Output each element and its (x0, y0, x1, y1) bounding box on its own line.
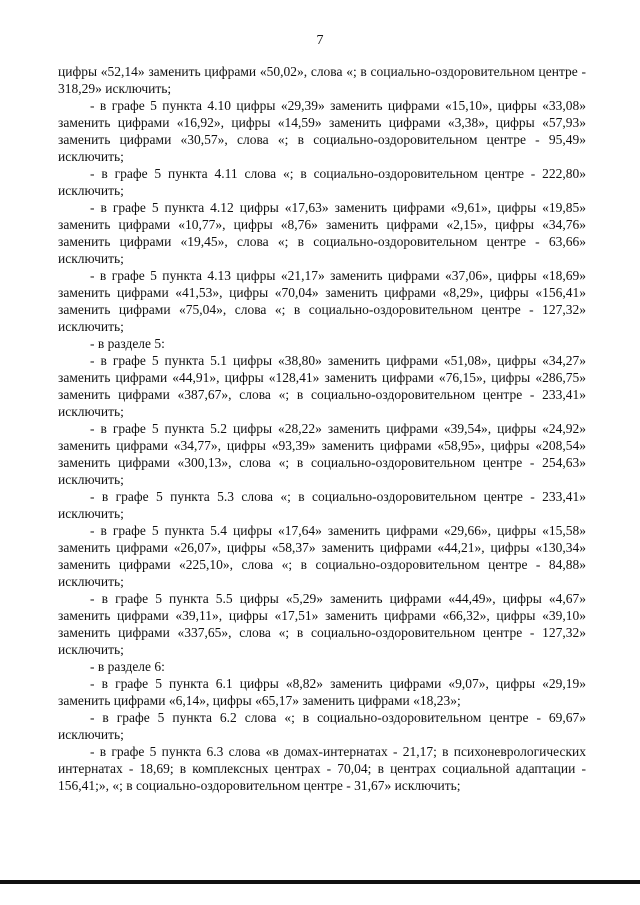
paragraph-item-5-5: - в графе 5 пункта 5.5 цифры «5,29» заменить цифрами «44,49», цифры «4,67» заменить цифрами «39,11», цифры «17,51» заменить цифрами «66,32», цифры «39,10» заменить цифрами «337,65», слова «; в социально-оздоровительном центре - 127,32» исключить; (58, 591, 586, 657)
paragraph-item-6-2: - в графе 5 пункта 6.2 слова «; в социально-оздоровительном центре - 69,67» исключить; (58, 710, 586, 742)
paragraph-item-6-1: - в графе 5 пункта 6.1 цифры «8,82» заменить цифрами «9,07», цифры «29,19» заменить цифрами «6,14», цифры «65,17» заменить цифрами «18,23»; (58, 676, 586, 708)
paragraph-item-5-3: - в графе 5 пункта 5.3 слова «; в социально-оздоровительном центре - 233,41» исключить; (58, 489, 586, 521)
paragraph-item-5-2: - в графе 5 пункта 5.2 цифры «28,22» заменить цифрами «39,54», цифры «24,92» заменить цифрами «34,77», цифры «93,39» заменить цифрами «58,95», цифры «208,54» заменить цифрами «300,13», слова «; в социально-оздоровительном центре - 254,63» исключить; (58, 421, 586, 487)
paragraph-continuation: цифры «52,14» заменить цифрами «50,02», слова «; в социально-оздоровительном центре - 318,29» исключить; (58, 64, 586, 96)
document-body (58, 63, 586, 794)
bottom-border-line (0, 880, 640, 884)
paragraph-item-5-4: - в графе 5 пункта 5.4 цифры «17,64» заменить цифрами «29,66», цифры «15,58» заменить цифрами «26,07», цифры «58,37» заменить цифрами «44,21», цифры «130,34» заменить цифрами «225,10», слова «; в социально-оздоровительном центре - 84,88» исключить; (58, 523, 586, 589)
paragraph-item-4-12: - в графе 5 пункта 4.12 цифры «17,63» заменить цифрами «9,61», цифры «19,85» заменить цифрами «10,77», цифры «8,76» заменить цифрами «2,15», цифры «34,76» заменить цифрами «19,45», слова «; в социально-оздоровительном центре - 63,66» исключить; (58, 200, 586, 266)
paragraph-item-4-13: - в графе 5 пункта 4.13 цифры «21,17» заменить цифрами «37,06», цифры «18,69» заменить цифрами «41,53», цифры «70,04» заменить цифрами «8,29», цифры «156,41» заменить цифрами «75,04», слова «; в социально-оздоровительном центре - 127,32» исключить; (58, 268, 586, 334)
paragraph-item-4-10: - в графе 5 пункта 4.10 цифры «29,39» заменить цифрами «15,10», цифры «33,08» заменить цифрами «16,92», цифры «14,59» заменить цифрами «3,38», цифры «57,93» заменить цифрами «30,57», слова «; в социально-оздоровительном центре - 95,49» исключить; (58, 98, 586, 164)
section-heading-5: - в разделе 5: (90, 336, 165, 351)
paragraph-item-4-11: - в графе 5 пункта 4.11 слова «; в социально-оздоровительном центре - 222,80» исключить; (58, 166, 586, 198)
paragraph-item-6-3: - в графе 5 пункта 6.3 слова «в домах-интернатах - 21,17; в психоневрологических интернатах - 18,69; в комплексных центрах - 70,04; в центрах социальной адаптации - 156,41;», «; в социально-оздоровительном центре - 31,67» исключить; (58, 744, 586, 793)
section-heading-6: - в разделе 6: (90, 659, 165, 674)
paragraph-item-5-1: - в графе 5 пункта 5.1 цифры «38,80» заменить цифрами «51,08», цифры «34,27» заменить цифрами «44,91», цифры «128,41» заменить цифрами «76,15», цифры «286,75» заменить цифрами «387,67», слова «; в социально-оздоровительном центре - 233,41» исключить; (58, 353, 586, 419)
page-number: 7 (316, 33, 324, 48)
